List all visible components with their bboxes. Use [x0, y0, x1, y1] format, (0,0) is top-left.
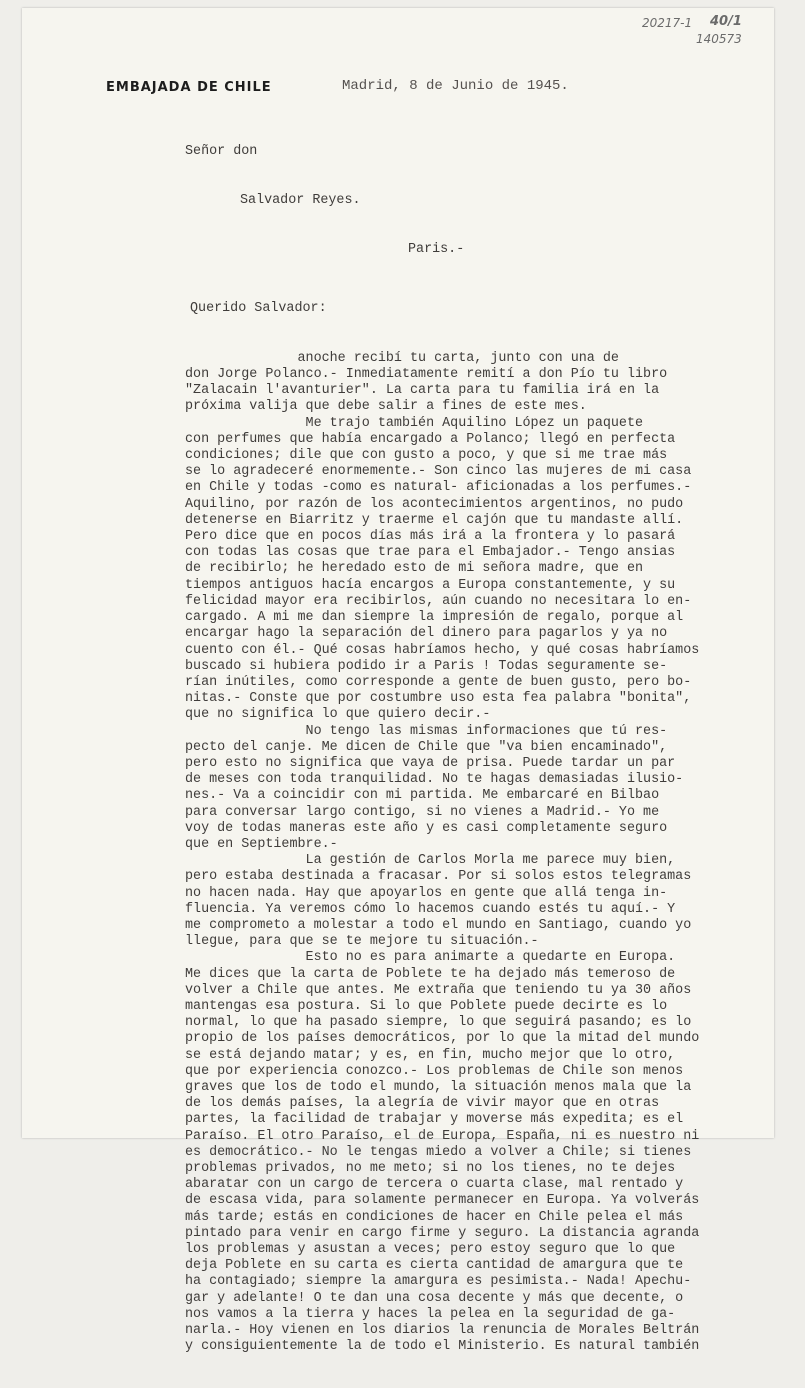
body-line: normal, lo que ha pasado siempre, lo que seguirá pasando; es lo — [185, 1015, 692, 1031]
recipient-name: Salvador Reyes. — [240, 193, 361, 209]
body-line: Esto no es para animarte a quedarte en Europa. — [185, 950, 676, 966]
body-line: voy de todas maneras este año y es casi completamente seguro — [185, 820, 668, 836]
body-line: tiempos antiguos hacía encargos a Europa constantemente, y su — [185, 577, 676, 593]
body-line: fluencia. Ya veremos cómo lo hacemos cuando estés tu aquí.- Y — [185, 901, 676, 917]
body-line: cuento con él.- Qué cosas habríamos hecho, y qué cosas habríamos — [185, 642, 700, 658]
body-line: Paraíso. El otro Paraíso, el de Europa, España, ni es nuestro ni — [185, 1128, 700, 1144]
body-line: de los demás países, la alegría de vivir mayor que en otras — [185, 1096, 660, 1112]
body-line: ha contagiado; siempre la amargura es pesimista.- Nada! Apechu- — [185, 1274, 692, 1290]
body-line: anoche recibí tu carta, junto con una de — [185, 350, 619, 366]
body-line: gar y adelante! O te dan una cosa decente y más que decente, o — [185, 1290, 684, 1306]
body-line: nos vamos a la tierra y haces la pelea en la seguridad de ga- — [185, 1306, 676, 1322]
body-line: cargado. A mi me dan siempre la impresión de regalo, porque al — [185, 610, 684, 626]
body-line: para conversar largo contigo, si no vienes a Madrid.- Yo me — [185, 804, 660, 820]
body-line: de recibirlo; he heredado esto de mi señora madre, que en — [185, 561, 644, 577]
body-line: Aquilino, por razón de los acontecimientos argentinos, no pudo — [185, 496, 684, 512]
body-line: con todas las cosas que trae para el Embajador.- Tengo ansias — [185, 545, 676, 561]
body-line: condiciones; dile que con gusto a poco, y que si me trae más — [185, 448, 668, 464]
body-line: mantengas esa postura. Si lo que Poblete puede decirte es lo — [185, 998, 668, 1014]
body-line: nes.- Va a coincidir con mi partida. Me embarcaré en Bilbao — [185, 788, 660, 804]
body-line: propio de los países democráticos, por lo que la mitad del mundo — [185, 1031, 700, 1047]
body-line: narla.- Hoy vienen en los diarios la renuncia de Morales Beltrán — [185, 1323, 700, 1339]
body-line: que por experiencia conozco.- Los problemas de Chile son menos — [185, 1063, 684, 1079]
body-line: que en Septiembre.- — [185, 836, 338, 852]
body-line: llegue, para que se te mejore tu situación.- — [185, 934, 539, 950]
body-line: me comprometo a molestar a todo el mundo en Santiago, cuando yo — [185, 917, 692, 933]
letter-page — [22, 8, 774, 1355]
body-line: abaratar con un cargo de tercera o cuarta clase, mal rentado y — [185, 1177, 684, 1193]
letter-text — [185, 112, 805, 1388]
body-line: rían inútiles, como corresponde a gente de buen gusto, pero bo- — [185, 674, 692, 690]
body-line: se está dejando matar; y es, en fin, mucho mejor que lo otro, — [185, 1047, 676, 1063]
body-line: graves que los de todo el mundo, la situación menos mala que la — [185, 1079, 692, 1095]
body-line: pintado para venir en cargo firme y seguro. La distancia agranda — [185, 1225, 700, 1241]
body-line: Me trajo también Aquilino López un paquete — [185, 415, 644, 431]
body-line: no hacen nada. Hay que apoyarlos en gente que allá tenga in- — [185, 885, 668, 901]
body-line: buscado si hubiera podido ir a Paris ! Todas seguramente se- — [185, 658, 668, 674]
body-line: es democrático.- No le tengas miedo a volver a Chile; si tienes — [185, 1144, 692, 1160]
body-line: problemas privados, no me meto; si no los tienes, no te dejes — [185, 1161, 676, 1176]
body-line: que no significa lo que quiero decir.- — [185, 707, 491, 723]
body-line: los problemas y asustan a veces; pero estoy seguro que lo que — [185, 1242, 676, 1258]
body-line: pecto del canje. Me dicen de Chile que "va bien encaminado", — [185, 739, 668, 755]
recipient-title: Señor don — [185, 144, 258, 160]
body-line: en Chile y todas -como es natural- aficionadas a los perfumes.- — [185, 480, 692, 496]
body-line: pero estaba destinada a fracasar. Por si solos estos telegramas — [185, 869, 692, 885]
body-line: nitas.- Conste que por costumbre uso esta fea palabra "bonita", — [185, 691, 692, 707]
body-line: pero esto no significa que vaya de prisa. Puede tardar un par — [185, 755, 676, 771]
body-line: detenerse en Biarritz y traerme el cajón que tu mandaste allí. — [185, 512, 684, 528]
body-line: Me dices que la carta de Poblete te ha dejado más temeroso de — [185, 966, 676, 982]
folio-note: 40/1 — [710, 14, 742, 29]
body-line: con perfumes que había encargado a Polanco; llegó en perfecta — [185, 431, 676, 447]
letter-body — [185, 351, 805, 1356]
body-line: felicidad mayor era recibirlos, aún cuando no necesitara lo en- — [185, 593, 692, 609]
body-line: volver a Chile que antes. Me extraña que teniendo tu ya 30 años — [185, 982, 692, 998]
body-line: y consiguientemente la de todo el Ministerio. Es natural también — [185, 1339, 700, 1355]
body-line: de meses con toda tranquilidad. No te hagas demasiadas ilusio- — [185, 772, 684, 788]
recipient-city: Paris.- — [408, 241, 465, 257]
archive-reference-note: 20217-1 — [642, 16, 693, 30]
greeting: Querido Salvador: — [190, 301, 327, 317]
body-line: No tengo las mismas informaciones que tú res- — [185, 723, 668, 739]
body-line: "Zalacain l'avanturier". La carta para tu familia irá en la — [185, 383, 660, 399]
date-line: Madrid, 8 de Junio de 1945. — [342, 78, 569, 94]
body-line: deja Poblete en su carta es cierta cantidad de amargura que te — [185, 1258, 684, 1274]
body-line: partes, la facilidad de trabajar y moverse más expedita; es el — [185, 1112, 684, 1128]
body-line: más tarde; estás en condiciones de hacer en Chile pelea el más — [185, 1209, 684, 1225]
body-line: La gestión de Carlos Morla me parece muy bien, — [185, 853, 676, 869]
body-line: se lo agradeceré enormemente.- Son cinco las mujeres de mi casa — [185, 464, 692, 480]
body-line: Pero dice que en pocos días más irá a la frontera y lo pasará — [185, 529, 676, 545]
body-line: don Jorge Polanco.- Inmediatamente remití a don Pío tu libro — [185, 367, 668, 383]
body-line: próxima valija que debe salir a fines de este mes. — [185, 399, 587, 415]
body-line: de escasa vida, para solamente permanecer en Europa. Ya volverás — [185, 1193, 700, 1209]
archive-code-note: 140573 — [696, 32, 742, 46]
body-line: encargar hago la separación del dinero para pagarlos y ya no — [185, 626, 668, 642]
letterhead: EMBAJADA DE CHILE — [106, 80, 272, 95]
